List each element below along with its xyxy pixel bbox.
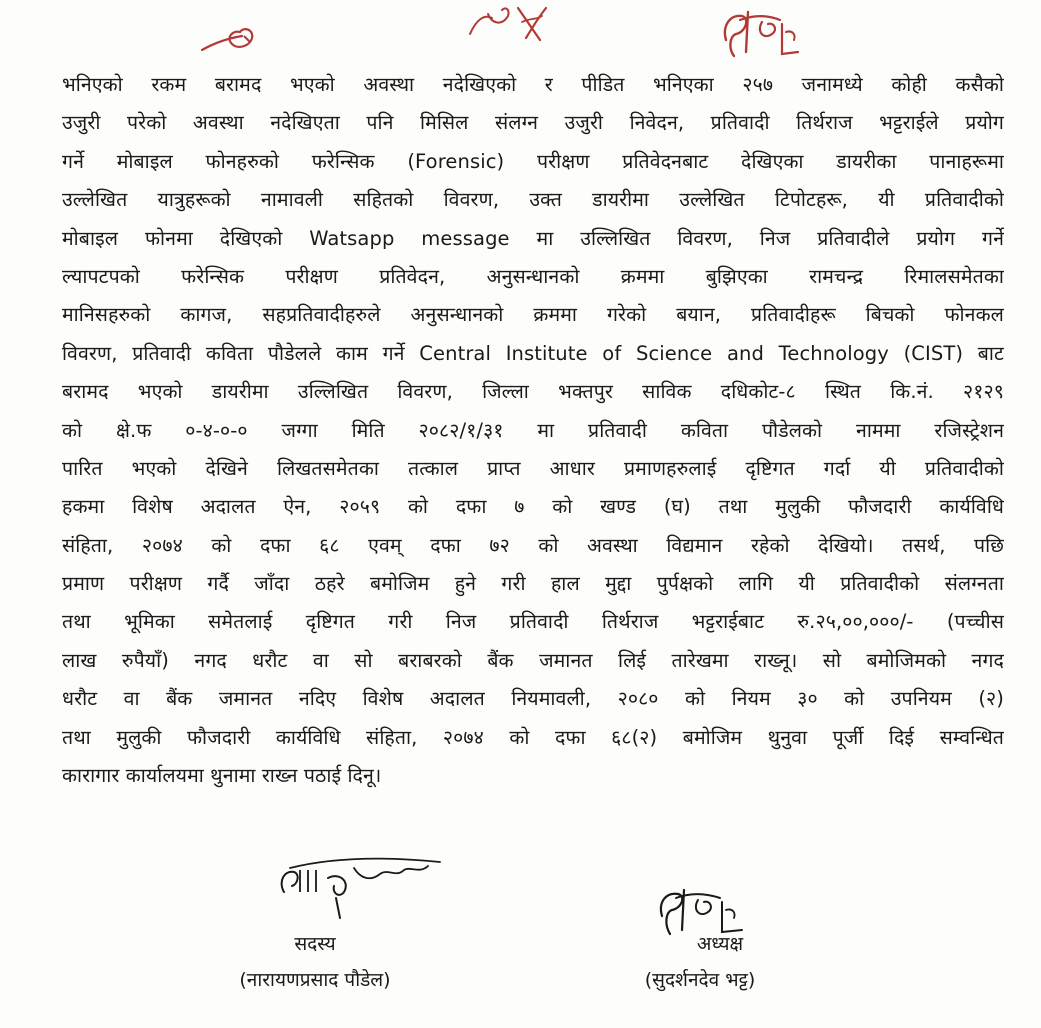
top-left-initial-signature bbox=[196, 12, 276, 62]
text-line: मानिसहरुको कागज, सहप्रतिवादीहरुले अनुसन्धानको क्रममा गरेको बयान, प्रतिवादीहरू बिचको फोनकल bbox=[62, 303, 1004, 327]
text-line: लाख रुपैयाँ) नगद धरौट वा सो बराबरको बैंक जमानत लिई तारेखमा राख्नू। सो बमोजिमको नगद bbox=[62, 648, 1004, 672]
member-signature bbox=[270, 852, 450, 922]
order-body-text bbox=[62, 66, 1004, 795]
chair-role: अध्यक्ष bbox=[696, 933, 744, 955]
text-line: हकमा विशेष अदालत ऐन, २०५९ को दफा ७ को खण्ड (घ) तथा मुलुकी फौजदारी कार्यविधि bbox=[62, 495, 1004, 519]
text-line: तथा भूमिका समेतलाई दृष्टिगत गरी निज प्रतिवादी तिर्थराज भट्टराईबाट रु.२५,००,०००/- (पच्चीस bbox=[62, 610, 1004, 634]
text-line: ल्यापटपको फरेन्सिक परीक्षण प्रतिवेदन, अनुसन्धानको क्रममा बुझिएका रामचन्द्र रिमालसमेतका bbox=[62, 264, 1004, 288]
text-line: विवरण, प्रतिवादी कविता पौडेलले काम गर्ने Central Institute of Science and Technology (CIST) बाट bbox=[62, 341, 1004, 365]
top-center-initial-signature bbox=[462, 0, 562, 50]
chair-signatory-block bbox=[610, 926, 790, 998]
text-line: को क्षे.फ ०-४-०-० जग्गा मिति २०८२/१/३१ मा प्रतिवादी कविता पौडेलको नाममा रजिस्ट्रेशन bbox=[62, 418, 1004, 442]
member-name: (नारायणप्रसाद पौडेल) bbox=[239, 969, 391, 991]
text-line: उजुरी परेको अवस्था नदेखिएता पनि मिसिल संलग्न उजुरी निवेदन, प्रतिवादी तिर्थराज भट्टराईले प्रयोग bbox=[62, 111, 1004, 135]
text-line: संहिता, २०७४ को दफा ६८ एवम् दफा ७२ को अवस्था विद्यमान रहेको देखियो। तसर्थ, पछि bbox=[62, 533, 1004, 557]
text-line: तथा मुलुकी फौजदारी कार्यविधि संहिता, २०७४ को दफा ६८(२) बमोजिम थुनुवा पूर्जी दिई सम्वन्धित bbox=[62, 725, 1004, 749]
top-right-initial-signature bbox=[716, 4, 812, 66]
text-line: पारित भएको देखिने लिखतसमेतका तत्काल प्राप्त आधार प्रमाणहरुलाई दृष्टिगत गर्दा यी प्रतिवादीको bbox=[62, 456, 1004, 480]
text-line: गर्ने मोबाइल फोनहरुको फरेन्सिक (Forensic) परीक्षण प्रतिवेदनबाट देखिएका डायरीका पानाहरूमा bbox=[62, 149, 1004, 173]
member-signatory-block bbox=[210, 926, 420, 998]
text-line: भनिएको रकम बरामद भएको अवस्था नदेखिएको र पीडित भनिएका २५७ जनामध्ये कोही कसैको bbox=[62, 73, 1004, 96]
member-role: सदस्य bbox=[294, 933, 336, 955]
text-line: मोबाइल फोनमा देखिएको Watsapp message मा उल्लिखित विवरण, निज प्रतिवादीले प्रयोग गर्ने bbox=[62, 226, 1004, 250]
text-line: धरौट वा बैंक जमानत नदिए विशेष अदालत नियमावली, २०८० को नियम ३० को उपनियम (२) bbox=[62, 687, 1004, 711]
text-line: बरामद भएको डायरीमा उल्लिखित विवरण, जिल्ला भक्तपुर साविक दधिकोट-८ स्थित कि.नं. २१२९ bbox=[62, 380, 1004, 404]
text-line: उल्लेखित यात्रुहरूको नामावली सहितको विवरण, उक्त डायरीमा उल्लेखित टिपोटहरू, यी प्रतिवादीको bbox=[62, 188, 1004, 212]
text-line: कारागार कार्यालयमा थुनामा राख्न पठाई दिनू। bbox=[62, 764, 382, 788]
text-line: प्रमाण परीक्षण गर्दै जाँदा ठहरे बमोजिम हुने गरी हाल मुद्दा पुर्पक्षको लागि यी प्रतिवादीको संलग्नता bbox=[62, 572, 1004, 596]
chair-name: (सुदर्शनदेव भट्ट) bbox=[644, 969, 756, 991]
